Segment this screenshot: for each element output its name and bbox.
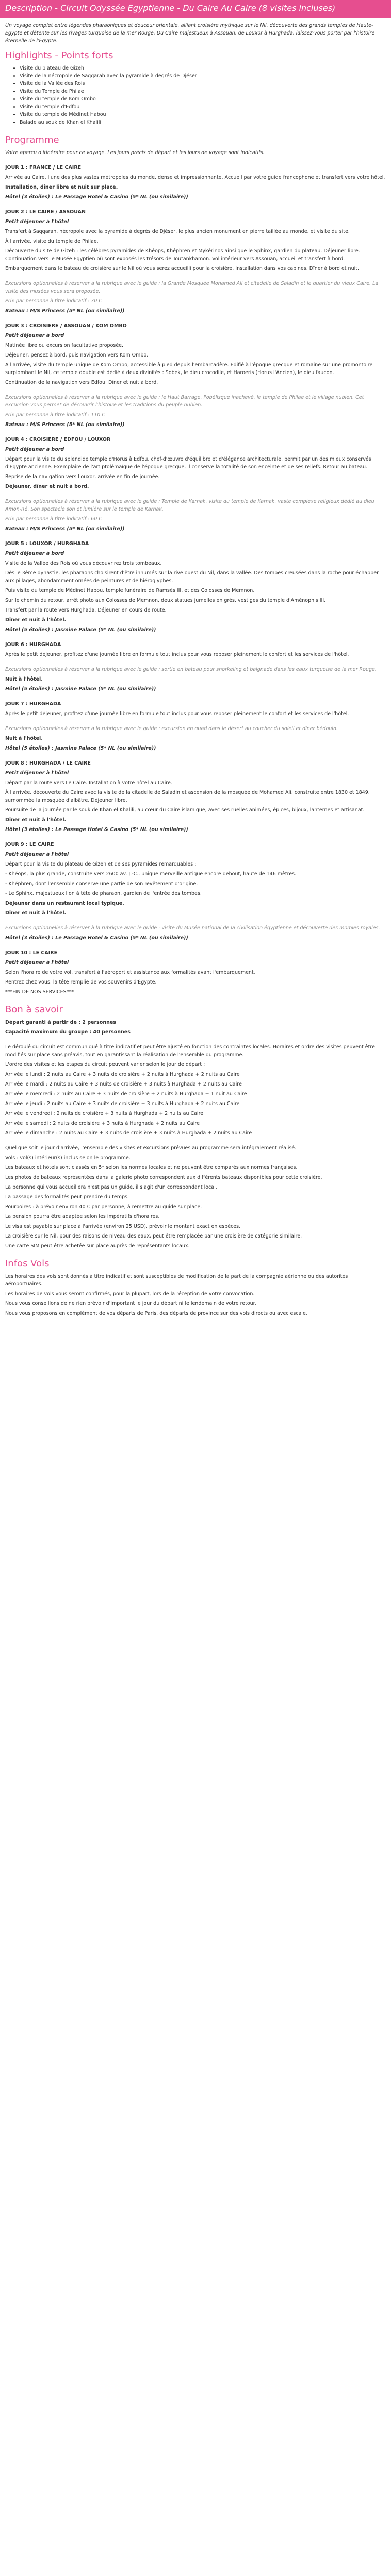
day-paragraph: Départ pour la visite du plateau de Gizeh et de ses pyramides remarquables : xyxy=(5,861,197,867)
title-banner xyxy=(0,0,391,18)
day-heading: JOUR 8 : HURGHADA / LE CAIRE xyxy=(5,760,91,766)
day-block xyxy=(5,949,386,996)
savoir-line: Départ garanti à partir de : 2 personnes xyxy=(5,1020,116,1025)
day-block xyxy=(5,540,386,634)
day-heading: JOUR 7 : HURGHADA xyxy=(5,701,61,707)
savoir-paragraph: La pension pourra être adaptée selon les impératifs d'horaires. xyxy=(5,1214,160,1219)
hotel-line: Hôtel (3 étoiles) : Le Passage Hotel & Casino (5* NL (ou similaire)) xyxy=(5,935,188,941)
day-heading: JOUR 6 : HURGHADA xyxy=(5,642,61,648)
day-paragraph: Poursuite de la journée par le souk de Khan el Khalili, au cœur du Caire islamique, avec ses ruelles animées, épices, bijoux, lanternes et artisanat. xyxy=(5,807,365,813)
optional-price: Prix par personne à titre indicatif : 60 € xyxy=(5,516,102,522)
day-paragraph: Matinée libre ou excursion facultative proposée. xyxy=(5,343,124,348)
day-paragraph: Embarquement dans le bateau de croisière sur le Nil où vous serez accueilli pour la croisière. Installation dans vos cabines. Dîner à bord et nuit. xyxy=(5,266,359,272)
day-block xyxy=(5,436,386,533)
savoir-paragraph: Arrivée le dimanche : 2 nuits au Caire + 3 nuits de croisière + 3 nuits à Hurghada + 2 nuits au Caire xyxy=(5,1130,252,1136)
savoir-paragraph: Arrivée le mercredi : 2 nuits au Caire + 3 nuits de croisière + 2 nuits à Hurghada + 1 nuit au Caire xyxy=(5,1091,247,1097)
day-paragraph: Dès le 3ème dynastie, les pharaons choisirent d'être inhumés sur la rive ouest du Nil, dans la vallée. Des tombes creusées dans la roche pour échapper aux pillages, abondamment ornées de peintures et de hiéroglyphes. xyxy=(5,570,379,584)
savoir-paragraph: Arrivée le jeudi : 2 nuits au Caire + 3 nuits de croisière + 3 nuits à Hurghada + 2 nuits au Caire xyxy=(5,1101,240,1107)
day-heading: JOUR 5 : LOUXOR / HURGHADA xyxy=(5,541,89,547)
highlight-item: • Visite de la Vallée des Rois xyxy=(20,80,386,88)
savoir-paragraph: La croisière sur le Nil, pour des raisons de niveau des eaux, peut être remplacée par une croisière de catégorie similaire. xyxy=(5,1233,302,1239)
meals-line: Petit déjeuner à bord xyxy=(5,551,64,556)
optional-excursion: Excursions optionnelles à réserver à la rubrique avec le guide : la Grande Mosquée Mohamed Ali et citadelle de Saladin et le quartier du vieux Caire. La visite des musées vous sera proposée. xyxy=(5,281,379,294)
savoir-paragraph: Arrivée le mardi : 2 nuits au Caire + 3 nuits de croisière + 3 nuits à Hurghada + 2 nuits au Caire xyxy=(5,1081,242,1087)
infos-paragraph: Nous vous conseillons de ne rien prévoir d'important le jour du départ ni le lendemain de votre retour. xyxy=(5,1301,256,1307)
savoir-paragraph: La personne qui vous accueillera n'est pas un guide, il s'agit d'un correspondant local. xyxy=(5,1184,217,1190)
day-paragraph: Départ pour la visite du splendide temple d'Horus à Edfou, chef-d'œuvre d'équilibre et d'élégance architecturale, permit par un des mieux conservés d'Égypte ancienne. Exemplaire de l'art ptolémaïque de l'époque grecque, il conserve la totalité de son enceinte et de ses reliefs. Retour au bateau. xyxy=(5,456,371,470)
savoir-paragraph: Le déroulé du circuit est communiqué à titre indicatif et peut être ajusté en fonction des contraintes locales. Horaires et ordre des visites peuvent être modifiés sur place sans préavis, tout en garantissant la réalisation de l'ensemble du programme. xyxy=(5,1044,375,1058)
infos-paragraph: Les horaires des vols sont donnés à titre indicatif et sont susceptibles de modification de la part de la compagnie aérienne ou des autorités aéroportuaires. xyxy=(5,1274,348,1287)
day-paragraph: Déjeuner dans un restaurant local typique. xyxy=(5,901,124,906)
day-paragraph: Nuit à l'hôtel. xyxy=(5,676,43,682)
meals-line: Petit déjeuner à l'hôtel xyxy=(5,852,69,857)
savoir-paragraph: Vols : vol(s) intérieur(s) inclus selon le programme. xyxy=(5,1155,131,1161)
day-paragraph: Continuation de la navigation vers Edfou. Dîner et nuit à bord. xyxy=(5,380,158,385)
highlight-item: • Visite du temple d'Edfou xyxy=(20,103,386,111)
day-heading: JOUR 2 : LE CAIRE / ASSOUAN xyxy=(5,209,86,215)
optional-price: Prix par personne à titre indicatif : 110 € xyxy=(5,412,105,418)
day-paragraph: Transfert par la route vers Hurghada. Déjeuner en cours de route. xyxy=(5,607,167,613)
optional-excursion: Excursions optionnelles à réserver à la rubrique avec le guide : Temple de Karnak, visite du temple de Karnak, vaste complexe religieux dédié au dieu Amon-Ré. Son spectacle son et lumière sur le temple de Karnak. xyxy=(5,499,374,512)
day-paragraph: Découverte du site de Gizeh : les célèbres pyramides de Khéops, Khéphren et Mykérinos ainsi que le Sphinx, gardien du plateau. Déjeuner libre. Continuation vers le Musée Égyptien où sont exposés les trésors de Toutankhamon. Vol intérieur vers Assouan, accueil et transfert à bord. xyxy=(5,248,360,262)
optional-price: Prix par personne à titre indicatif : 70 € xyxy=(5,298,102,304)
page-title: Description - Circuit Odyssée Egyptienne - Du Caire Au Caire (8 visites incluses) xyxy=(5,3,336,13)
main-content xyxy=(0,18,391,1317)
hotel-line: Hôtel (5 étoiles) : Jasmine Palace (5* NL (ou similaire)) xyxy=(5,745,156,751)
highlight-item: • Balade au souk de Khan el Khalili xyxy=(20,118,386,126)
day-block xyxy=(5,164,386,201)
day-paragraph: Selon l'horaire de votre vol, transfert à l'aéroport et assistance aux formalités avant l'embarquement. xyxy=(5,970,255,975)
day-block xyxy=(5,759,386,834)
ship-line: Bateau : M/S Princess (5* NL (ou similaire)) xyxy=(5,308,125,314)
optional-excursion: Excursions optionnelles à réserver à la rubrique avec le guide : le Haut Barrage, l'obélisque inachevé, le temple de Philae et le village nubien. Cet excursion vous permet de découvrir l'histoire et les traditions du peuple nubien. xyxy=(5,395,364,408)
highlight-item: • Visite du Temple de Philae xyxy=(20,88,386,95)
day-heading: JOUR 3 : CROISIERE / ASSOUAN / KOM OMBO xyxy=(5,323,127,329)
day-paragraph: Dîner et nuit à l'hôtel. xyxy=(5,910,67,916)
day-paragraph: Départ par la route vers Le Caire. Installation à votre hôtel au Caire. xyxy=(5,780,172,786)
savoir-paragraph: Arrivée le vendredi : 2 nuits de croisière + 3 nuits à Hurghada + 2 nuits au Caire xyxy=(5,1111,204,1116)
highlight-item: • Visite du temple de Médinet Habou xyxy=(20,111,386,118)
day-paragraph: Arrivée au Caire, l'une des plus vastes métropoles du monde, dense et impressionnante. Accueil par votre guide francophone et transfert vers votre hôtel. xyxy=(5,175,385,180)
savoir-paragraph: La passage des formalités peut prendre du temps. xyxy=(5,1194,129,1200)
day-paragraph: Puis visite du temple de Médinet Habou, temple funéraire de Ramsès III, et des Colosses de Memnon. xyxy=(5,588,255,594)
highlights-list xyxy=(5,64,386,126)
day-block xyxy=(5,641,386,693)
day-paragraph: Après le petit déjeuner, profitez d'une journée libre en formule tout inclus pour vous reposer pleinement le confort et les services de l'hôtel. xyxy=(5,652,349,657)
infos-paragraph: Les horaires de vols vous seront confirmés, pour la plupart, lors de la réception de votre convocation. xyxy=(5,1291,255,1297)
day-paragraph: Sur le chemin du retour, arrêt photo aux Colosses de Memnon, deux statues jumelles en grès, vestiges du temple d'Aménophis III. xyxy=(5,598,326,603)
day-paragraph: Dîner et nuit à l'hôtel. xyxy=(5,817,67,823)
savoir-paragraph: Les bateaux et hôtels sont classés en 5* selon les normes locales et ne peuvent être comparés aux normes françaises. xyxy=(5,1165,298,1171)
day-paragraph: - Le Sphinx, majestueux lion à tête de pharaon, gardien de l'entrée des tombes. xyxy=(5,891,202,896)
intro-text: Un voyage complet entre légendes pharaoniques et douceur orientale, alliant croisière mythique sur le Nil, découverte des grands temples de Haute-Égypte et détente sur les rivages turquoise de la mer Rouge. Du Caire majestueux à Assouan, de Louxor à Hurghada, laissez-vous porter par l'histoire éternelle de l'Égypte. xyxy=(5,23,375,44)
day-paragraph: Après le petit déjeuner, profitez d'une journée libre en formule tout inclus pour vous reposer pleinement le confort et les services de l'hôtel. xyxy=(5,711,349,717)
highlight-item: • Visite du temple de Kom Ombo xyxy=(20,95,386,103)
savoir-line: Capacité maximum du groupe : 40 personnes xyxy=(5,1029,131,1035)
day-paragraph: À l'arrivée, visite du temple de Philae. xyxy=(5,239,99,244)
day-heading: JOUR 4 : CROISIERE / EDFOU / LOUXOR xyxy=(5,437,111,443)
meals-line: Petit déjeuner à bord xyxy=(5,447,64,452)
day-paragraph: - Khéops, la plus grande, construite vers 2600 av. J.-C., unique merveille antique encore debout, haute de 146 mètres. xyxy=(5,871,297,877)
meals-line: Petit déjeuner à l'hôtel xyxy=(5,770,69,776)
bon-a-savoir-heading: Bon à savoir xyxy=(5,1004,63,1015)
infos-vols-heading: Infos Vols xyxy=(5,1258,50,1269)
day-block xyxy=(5,700,386,752)
hotel-line: Hôtel (3 étoiles) : Le Passage Hotel & Casino (5* NL (ou similaire)) xyxy=(5,827,188,833)
ship-line: Bateau : M/S Princess (5* NL (ou similaire)) xyxy=(5,526,125,532)
day-heading: JOUR 9 : LE CAIRE xyxy=(5,842,54,848)
hotel-line: Hôtel (3 étoiles) : Le Passage Hotel & Casino (5* NL (ou similaire)) xyxy=(5,194,188,200)
savoir-paragraph: Arrivée le samedi : 2 nuits de croisière + 3 nuits à Hurghada + 2 nuits au Caire xyxy=(5,1121,200,1126)
savoir-paragraph: Une carte SIM peut être achetée sur place auprès de représentants locaux. xyxy=(5,1243,190,1249)
day-paragraph: À l'arrivée, découverte du Caire avec la visite de la citadelle de Saladin et ascension de la mosquée de Mohamed Ali, construite entre 1830 et 1849, surnommée la mosquée d'albâtre. Déjeuner libre. xyxy=(5,790,370,803)
hotel-line: Hôtel (5 étoiles) : Jasmine Palace (5* NL (ou similaire)) xyxy=(5,627,156,633)
meals-line: Petit déjeuner à bord xyxy=(5,333,64,338)
day-heading: JOUR 1 : FRANCE / LE CAIRE xyxy=(5,165,82,171)
optional-excursion: Excursions optionnelles à réserver à la rubrique avec le guide : sortie en bateau pour snorkeling et baignade dans les eaux turquoise de la mer Rouge. xyxy=(5,667,377,672)
hotel-line: Hôtel (5 étoiles) : Jasmine Palace (5* NL (ou similaire)) xyxy=(5,686,156,692)
day-paragraph: Dîner et nuit à l'hôtel. xyxy=(5,617,67,623)
savoir-paragraph: Le visa est payable sur place à l'arrivée (environ 25 USD), prévoir le montant exact en espèces. xyxy=(5,1224,241,1229)
day-paragraph: - Khéphren, dont l'ensemble conserve une partie de son revêtement d'origine. xyxy=(5,881,198,887)
day-paragraph: Déjeuner, dîner et nuit à bord. xyxy=(5,484,89,489)
programme-note: Votre aperçu d'itinéraire pour ce voyage. Les jours précis de départ et les jours de voyage sont indicatifs. xyxy=(5,150,265,156)
optional-excursion: Excursions optionnelles à réserver à la rubrique avec le guide : visite du Musée national de la civilisation égyptienne et découverte des momies royales. xyxy=(5,925,380,931)
savoir-paragraph: Quel que soit le jour d'arrivée, l'ensemble des visites et excursions prévues au programme sera intégralement réalisé. xyxy=(5,1145,297,1151)
day-paragraph: Nuit à l'hôtel. xyxy=(5,736,43,741)
savoir-paragraph: Arrivée le lundi : 2 nuits au Caire + 3 nuits de croisière + 2 nuits à Hurghada + 2 nuits au Caire xyxy=(5,1072,240,1077)
programme-heading: Programme xyxy=(5,134,59,145)
day-heading: JOUR 10 : LE CAIRE xyxy=(5,950,58,956)
day-block xyxy=(5,841,386,942)
day-paragraph: Rentrez chez vous, la tête remplie de vos souvenirs d'Égypte. xyxy=(5,979,157,985)
infos-paragraph: Nous vous proposons en complément de vos départs de Paris, des départs de province sur des vols directs ou avec escale. xyxy=(5,1311,307,1316)
day-paragraph: Transfert à Saqqarah, nécropole avec la pyramide à degrés de Djéser, le plus ancien monument en pierre taillée au monde, et visite du site. xyxy=(5,229,350,234)
savoir-paragraph: Les photos de bateaux représentées dans la galerie photo correspondent aux différents bateaux disponibles pour cette croisière. xyxy=(5,1175,322,1180)
meals-line: Petit déjeuner à l'hôtel xyxy=(5,960,69,965)
savoir-paragraph: L'ordre des visites et les étapes du circuit peuvent varier selon le jour de départ : xyxy=(5,1062,205,1067)
day-block xyxy=(5,208,386,315)
day-paragraph: À l'arrivée, visite du temple unique de Kom Ombo, accessible à pied depuis l'embarcadère. Édifié à l'époque grecque et romaine sur une promontoire surplombant le Nil, ce temple double est dédié à deux divinités : Sobek, le dieu crocodile, et Haroeris (Horus l'Ancien), le dieu faucon. xyxy=(5,362,373,376)
highlights-heading: Highlights - Points forts xyxy=(5,50,113,61)
optional-excursion: Excursions optionnelles à réserver à la rubrique avec le guide : excursion en quad dans le désert au coucher du soleil et dîner bédouin. xyxy=(5,726,338,732)
savoir-paragraph: Pourboires : à prévoir environ 40 € par personne, à remettre au guide sur place. xyxy=(5,1204,202,1210)
highlight-item: • Visite du plateau de Gizeh xyxy=(20,64,386,72)
day-paragraph: Reprise de la navigation vers Louxor, arrivée en fin de journée. xyxy=(5,474,160,480)
day-paragraph: Installation, dîner libre et nuit sur place. xyxy=(5,184,118,190)
day-paragraph: ***FIN DE NOS SERVICES*** xyxy=(5,989,74,995)
ship-line: Bateau : M/S Princess (5* NL (ou similaire)) xyxy=(5,422,125,428)
day-paragraph: Visite de la Vallée des Rois où vous découvrirez trois tombeaux. xyxy=(5,561,162,566)
day-block xyxy=(5,322,386,429)
day-paragraph: Déjeuner, pensez à bord, puis navigation vers Kom Ombo. xyxy=(5,352,149,358)
highlight-item: • Visite de la nécropole de Saqqarah avec la pyramide à degrés de Djéser xyxy=(20,72,386,80)
meals-line: Petit déjeuner à l'hôtel xyxy=(5,219,69,225)
